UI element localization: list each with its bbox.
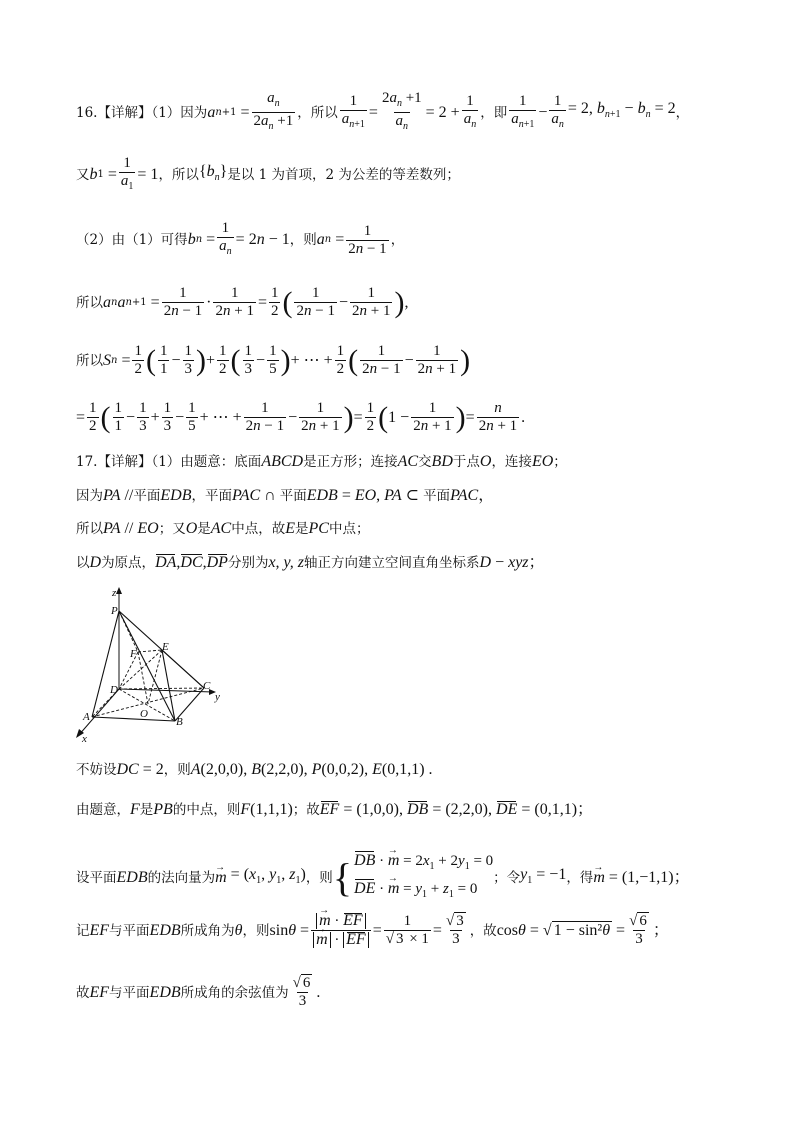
q16-line-3: （2）由（1）可得 b n = $\frac{1}{a_n}$ = 2n − 1 ，则 a n = $\frac{1}{2n - 1}$ ， xyxy=(76,220,404,260)
q17-line-1: 17.【详解】（1）由题意：底面 ABCD 是正方形；连接 AC 交 BD 于点 O ，连接 EO ； xyxy=(76,453,567,470)
q16-line-5: 所以 S n = $\frac{1}{2}$ ( $\frac{1}{1}$ − $\frac{1}{3}$ ) + $\frac{1}{2}$ ( $\frac{1}{3}$ − $\frac{1}{5}$ ) + ⋯ + $\frac{1}{2}$ ( $\frac{1}{2n - 1}$ − $\frac{1}{2n + 1}$ ) xyxy=(76,343,471,377)
q17-line-2: 因为 PA // 平面 EDB ，平面 PAC ∩ 平面 EDB = EO, PA ⊂ 平面 PAC ， xyxy=(76,487,495,504)
q16-line-4: 所以 a n a n +1 = $\frac{1}{2n - 1}$ · $\frac{1}{2n + 1}$ = $\frac{1}{2}$ ( $\frac{1}{2n - 1}$ − $\frac{1}{2n + 1}$ ) , xyxy=(76,285,409,319)
label-O: O xyxy=(140,708,148,720)
label-F: F xyxy=(130,648,137,660)
label-C: C xyxy=(203,680,211,692)
q16-line-6: = $\frac{1}{2}$ ( $\frac{1}{1}$ − $\frac{1}{3}$ + $\frac{1}{3}$ − $\frac{1}{5}$ + ⋯ + $\frac{1}{2n - 1}$ − $\frac{1}{2n + 1}$ ) = $\frac{1}{2}$ ( 1 − $\frac{1}{2n + 1}$ ) = $\frac{n}{2n + 1}$ . xyxy=(76,400,526,434)
q17-line-6: 由题意， F 是 PB 的中点，则 F(1,1,1) ；故 EF = (1,0,0), DB = (2,2,0), DE = (0,1,1)； xyxy=(76,801,594,818)
q17-line-8: 记 EF 与平面 EDB 所成角为 θ ，则 sinθ = → m · EF → m · EF = $\frac{1}{√ 3 \times 1}$ = $\frac{√ 3}{3}$ ，故 cosθ = √ 1 − sin²θ = $\frac{√ 6}{3}$ ； xyxy=(76,912,669,949)
q17-line-3: 所以 PA // EO ；又 O 是 AC 中点，故 E 是 PC 中点； xyxy=(76,520,370,537)
label-E: E xyxy=(162,641,169,653)
label-B: B xyxy=(176,716,183,728)
fraction: $\frac{a_n}{2a_n +1}$ xyxy=(252,90,296,135)
q16-line-1: 16.【详解】（1）因为 a n +1 = $\frac{a_n}{2a_n +1}$ ，所以 $\frac{1}{a_{n+1}}$ = $\frac{2a_n +1}{a_n}$ = 2 + $\frac{1}{a_n}$ ，即 $\frac{1}{a_{n+1}}$ − $\frac{1}{a_n}$ = 2, $b_{n+1} - b_n = 2$ ， xyxy=(76,90,689,135)
q17-line-7: 设平面 EDB 的法向量为 → m = ($x_1$, $y_1$, $z_1$) ，则 { DB · → $m = 2x_1 + 2y_1 = 0$ DE · → $m = y_1 + z_1 = 0$ ；令 $y_1 = -1$ ，得 → m = (1,−1,1)； xyxy=(76,850,690,906)
label-D: D xyxy=(110,684,118,696)
pyramid-figure xyxy=(72,586,232,746)
q17-line-4: 以 D 为原点， DA , DC , DP 分别为 x, y, z 轴正方向建立空间直角坐标系 D − xyz； xyxy=(76,554,545,571)
q16-line-2: 又 b 1 = $\frac{1}{a_1}$ = 1 ，所以 $\{b_n\}$ 是以 1 为首项，2 为公差的等差数列； xyxy=(76,155,460,195)
q17-line-5: 不妨设 DC = 2 ，则 A(2,0,0), B(2,2,0), P(0,0,2), E(0,1,1) . xyxy=(76,761,433,778)
label-A: A xyxy=(83,711,90,723)
label-P: P xyxy=(111,605,118,617)
q16-label: 16.【详解】（1）因为 xyxy=(76,104,208,121)
q17-line-9: 故 EF 与平面 EDB 所成角的余弦值为 $\frac{√ 6}{3}$ . xyxy=(76,975,321,1009)
label-x: x xyxy=(82,733,87,745)
label-z: z xyxy=(112,587,117,599)
label-y: y xyxy=(215,691,220,703)
